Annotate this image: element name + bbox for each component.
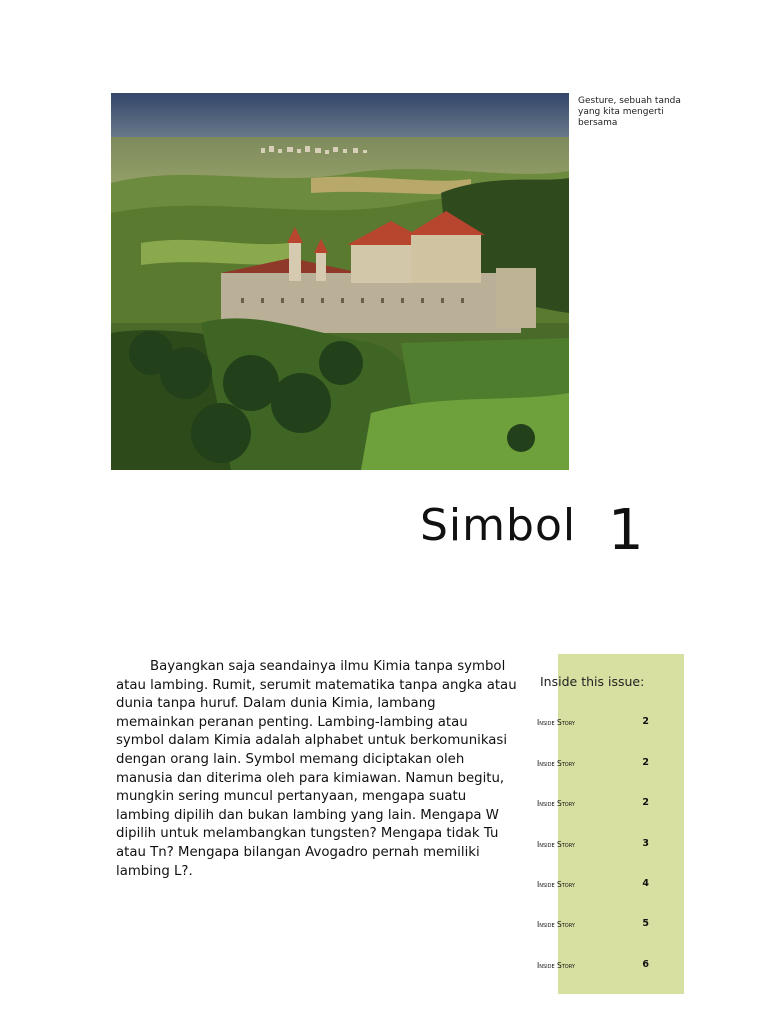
toc-item-page: 3 (642, 838, 649, 849)
toc-item-label: Inside Story (537, 759, 575, 768)
toc-item[interactable] (537, 716, 649, 728)
toc-item-page: 2 (642, 797, 649, 808)
sidebar-heading: Inside this issue: (540, 674, 645, 689)
toc-item-label: Inside Story (537, 840, 575, 849)
toc-item-label: Inside Story (537, 799, 575, 808)
toc-item-page: 6 (642, 959, 649, 970)
toc-item-label: Inside Story (537, 961, 575, 970)
toc-item-page: 4 (642, 878, 649, 889)
toc-item-page: 2 (642, 716, 649, 727)
inside-this-issue-panel (558, 654, 684, 994)
toc-item-label: Inside Story (537, 718, 575, 727)
issue-number: 1 (608, 498, 644, 563)
toc-item-page: 2 (642, 757, 649, 768)
toc-item[interactable] (537, 757, 649, 769)
toc-item[interactable] (537, 918, 649, 930)
castle-landscape-photo (111, 93, 569, 470)
page-title: Simbol (420, 500, 577, 551)
toc-item[interactable] (537, 959, 649, 971)
toc-item-label: Inside Story (537, 920, 575, 929)
toc-item-page: 5 (642, 918, 649, 929)
toc-item[interactable] (537, 878, 649, 890)
toc-item[interactable] (537, 838, 649, 850)
article-body (116, 658, 518, 881)
article-paragraph: Bayangkan saja seandainya ilmu Kimia tanpa symbol atau lambing. Rumit, serumit matematika tanpa angka atau dunia tanpa huruf. Dalam dunia Kimia, lambang memainkan peranan penting. Lambing-lambing atau symbol dalam Kimia adalah alphabet untuk berkomunikasi dengan orang lain. Symbol memang diciptakan oleh manusia dan diterima oleh para kimiawan. Namun begitu, mungkin sering muncul pertanyaan, mengapa suatu lambing dipilih dan bukan lambing yang lain. Mengapa W dipilih untuk melambangkan tungsten? Mengapa tidak Tu atau Tn? Mengapa bilangan Avogadro pernah memiliki lambing L?. (116, 659, 517, 879)
toc-item-label: Inside Story (537, 880, 575, 889)
toc-item[interactable] (537, 797, 649, 809)
photo-caption: Gesture, sebuah tanda yang kita mengerti bersama (578, 96, 681, 128)
